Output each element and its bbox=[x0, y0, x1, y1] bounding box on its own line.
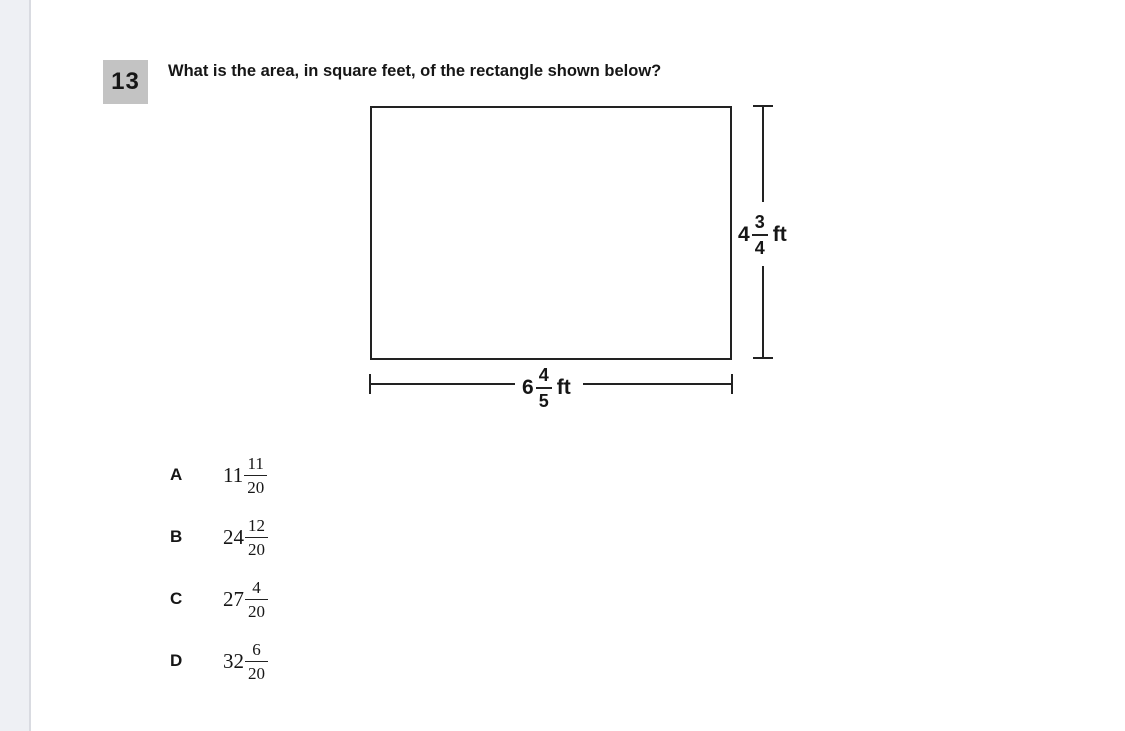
choice-fraction-numerator: 6 bbox=[252, 639, 261, 659]
choice-fraction-numerator: 11 bbox=[247, 453, 264, 473]
choice-fraction-denominator: 20 bbox=[245, 661, 268, 682]
answer-choice-d bbox=[170, 630, 270, 692]
width-fraction-numerator: 4 bbox=[538, 365, 549, 385]
choice-fraction-denominator: 20 bbox=[245, 599, 268, 620]
width-dimension-cap-right bbox=[731, 374, 733, 394]
answer-choices bbox=[170, 444, 270, 692]
height-whole: 4 bbox=[738, 223, 750, 246]
page-edge-panel bbox=[0, 0, 31, 731]
choice-whole: 27 bbox=[223, 586, 244, 611]
choice-letter: A bbox=[170, 465, 183, 484]
choice-value bbox=[223, 455, 269, 496]
height-dimension-line bbox=[762, 106, 764, 202]
choice-letter: B bbox=[170, 527, 183, 546]
choice-fraction-numerator: 12 bbox=[248, 515, 265, 535]
width-fraction bbox=[536, 366, 552, 410]
choice-whole: 24 bbox=[223, 524, 244, 549]
question-number-badge bbox=[103, 60, 148, 104]
choice-fraction-numerator: 4 bbox=[252, 577, 261, 597]
choice-letter: D bbox=[170, 651, 183, 670]
width-dimension-line bbox=[583, 383, 733, 385]
choice-fraction bbox=[244, 455, 267, 496]
height-dimension-label bbox=[738, 209, 787, 261]
width-dimension-label bbox=[522, 362, 571, 414]
answer-choice-b bbox=[170, 506, 270, 568]
choice-letter: C bbox=[170, 589, 183, 608]
question-text: What is the area, in square feet, of the rectangle shown below? bbox=[168, 62, 662, 80]
height-dimension-line bbox=[762, 266, 764, 359]
choice-fraction bbox=[245, 579, 268, 620]
width-whole: 6 bbox=[522, 376, 534, 399]
width-dimension-line bbox=[370, 383, 515, 385]
height-fraction bbox=[752, 213, 768, 257]
choice-fraction-denominator: 20 bbox=[244, 475, 267, 496]
choice-whole: 32 bbox=[223, 648, 244, 673]
height-fraction-denominator: 4 bbox=[752, 234, 768, 257]
choice-value bbox=[223, 579, 270, 620]
height-unit: ft bbox=[772, 223, 787, 246]
height-dimension-cap-bottom bbox=[753, 357, 773, 359]
rectangle-shape bbox=[370, 106, 732, 360]
choice-fraction-denominator: 20 bbox=[245, 537, 268, 558]
answer-choice-c bbox=[170, 568, 270, 630]
answer-choice-a bbox=[170, 444, 270, 506]
choice-whole: 11 bbox=[223, 462, 244, 487]
choice-value bbox=[223, 641, 270, 682]
choice-fraction bbox=[245, 641, 268, 682]
choice-fraction bbox=[245, 517, 268, 558]
question-number: 13 bbox=[111, 68, 140, 95]
width-unit: ft bbox=[556, 376, 571, 399]
choice-value bbox=[223, 517, 270, 558]
height-fraction-numerator: 3 bbox=[754, 212, 765, 232]
width-fraction-denominator: 5 bbox=[536, 387, 552, 410]
